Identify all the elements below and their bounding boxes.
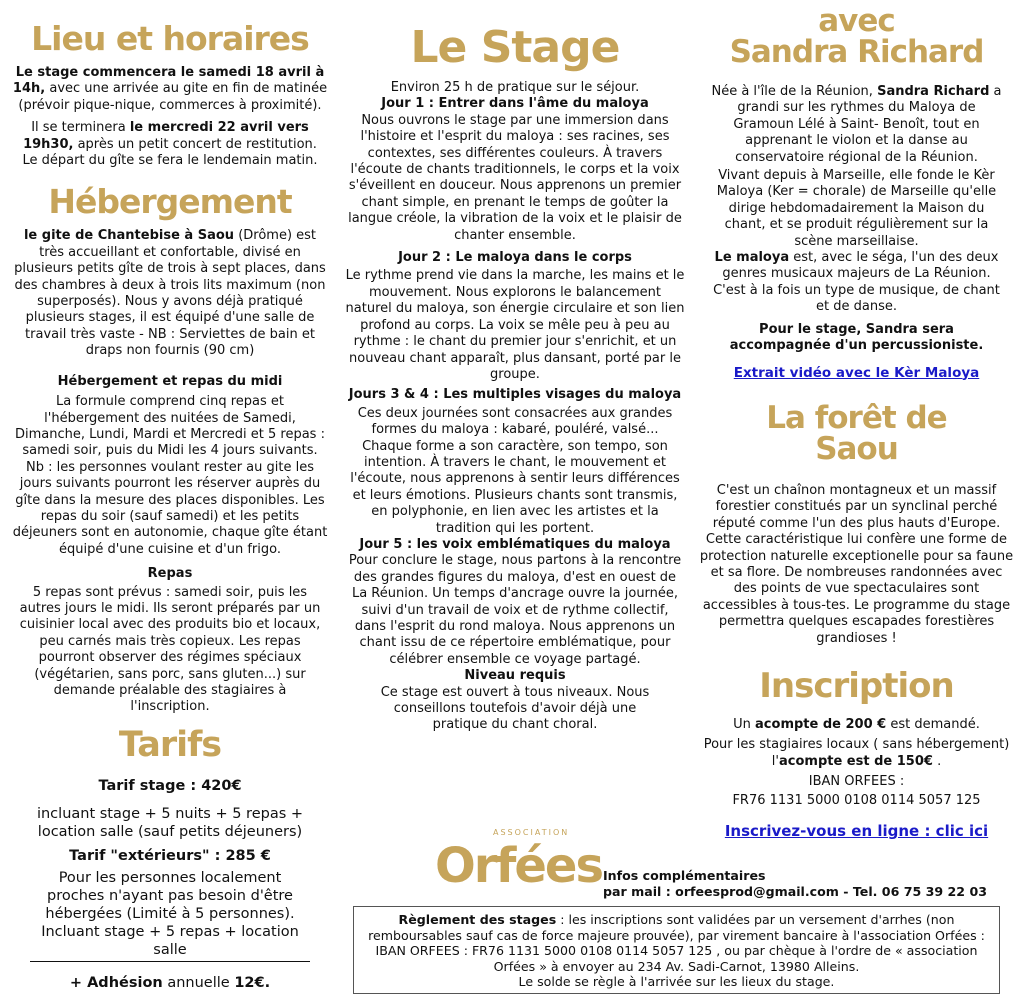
infos-line1: Infos complémentaires — [603, 868, 766, 883]
title-lieu: Lieu et horaires — [31, 19, 309, 58]
lieu-p3: Le départ du gîte se fera le lendemain matin. — [22, 153, 318, 169]
reglement-title: Règlement des stages — [398, 912, 557, 927]
jour2-text: Le rythme prend vie dans la marche, les mains et le mouvement. Nous explorons le balancement naturel du maloya, son énergie circulaire et son lien profond au corps. La voix se mêle peu à peu au rythme : le chant du premier jour s'enrichit, et un nouveau chant apparaît, plus dansant, porté par le groupe. — [345, 268, 685, 382]
jour5-title: Jour 5 : les voix emblématiques du maloya — [359, 536, 671, 552]
hebergement-sub1: Hébergement et repas du midi — [57, 373, 283, 389]
title-saou: Saou — [815, 430, 898, 467]
column-left — [0, 0, 340, 992]
infos-complementaires — [603, 868, 1003, 900]
jour1-title: Jour 1 : Entrer dans l'âme du maloya — [381, 96, 649, 112]
orfees-logo — [435, 828, 603, 902]
column-right — [693, 0, 1020, 839]
jour34-text: Ces deux journées sont consacrées aux grandes formes du maloya : kabaré, pouléré, valsé... Chaque forme a son caractère, son tempo, son intention. À travers le chant, le mouvement et l'écoute, nous apprenons à sentir leurs différences et leurs émotions. Plusieurs chants sont transmis, en polyphonie, en lien avec les artistes et la tradition qui les portent. — [350, 405, 680, 536]
tarif-stage-desc: incluant stage + 5 nuits + 5 repas + location salle (sauf petits déjeuners) — [36, 805, 304, 840]
iban: FR76 1131 5000 0108 0114 5057 125 — [732, 792, 981, 808]
reglement-line2: Le solde se règle à l'arrivée sur les lieux du stage. — [518, 974, 835, 990]
lieu-p2: Il se terminera le mercredi 22 avril vers 19h30, après un petit concert de restitution. — [23, 120, 317, 152]
reglement-text: : les inscriptions sont validées par un versement d'arrhes (non remboursables sauf cas de force majeure prouvée), par virement bancaire à l'association Orfées : IBAN ORFEES : FR76 1131 5000 0108 0114 5057 125 , ou par chèque à l'ordre de « association Orfées » à envoyer au 234 Av. Sadi-Carnot, 13980 Alleins. — [368, 912, 985, 974]
inscription-p1: Un acompte de 200 € est demandé. — [733, 716, 980, 732]
title-tarifs: Tarifs — [118, 724, 222, 765]
title-stage: Le Stage — [410, 22, 620, 73]
sandra-p4: Pour le stage, Sandra sera accompagnée d'un percussioniste. — [729, 321, 984, 354]
jour2-title: Jour 2 : Le maloya dans le corps — [398, 250, 632, 266]
lieu-p1: Le stage commencera le samedi 18 avril à 14h, avec une arrivée au gite en fin de matinée (prévoir pique-nique, commerces à proximité). — [12, 65, 328, 113]
jour34-title: Jours 3 & 4 : Les multiples visages du maloya — [348, 387, 682, 403]
tarif-exterieurs: Tarif "extérieurs" : 285 € — [69, 847, 271, 864]
niveau-text: Ce stage est ouvert à tous niveaux. Nous conseillons toutefois d'avoir déjà une pratique du chant choral. — [380, 684, 650, 733]
repas-sub: Repas — [147, 566, 193, 582]
adhesion: + Adhésion annuelle 12€. — [69, 974, 271, 991]
title-avec: avec — [818, 3, 895, 39]
reglement-box — [353, 906, 1000, 994]
sandra-p2: Vivant depuis à Marseille, elle fonde le Kèr Maloya (Ker = chorale) de Marseille qu'elle dirige hebdomadairement la Maison du chant, et se produit régulièrement sur la scène marseillaise. — [716, 168, 997, 249]
logo-name: Orfées — [435, 838, 603, 894]
infos-line2: par mail : orfeesprod@gmail.com - Tel. 06 75 39 22 03 — [603, 884, 987, 899]
tarif-exterieurs-desc: Pour les personnes localement proches n'ayant pas besoin d'être hébergées (Limité à 5 personnes). Incluant stage + 5 repas + location salle — [30, 869, 310, 962]
inscription-link[interactable]: Inscrivez-vous en ligne : clic ici — [724, 822, 989, 840]
niveau-title: Niveau requis — [464, 668, 566, 684]
iban-label: IBAN ORFEES : — [808, 774, 905, 790]
logo-association: ASSOCIATION — [493, 828, 570, 837]
title-hebergement: Hébergement — [48, 182, 292, 222]
inscription-p2: Pour les stagiaires locaux ( sans hébergement) l'acompte est de 150€ . — [703, 737, 1010, 769]
jour1-text: Nous ouvrons le stage par une immersion dans l'histoire et l'esprit du maloya : ses racines, ses contextes, ses différentes couleurs. À travers l'écoute de chants traditionnels, le corps et la voix s'éveillent en douceur. Nous apprenons un premier chant simple, en prenant le temps de goûter la langue créole, la vibration de la voix et le plaisir de chanter ensemble. — [348, 112, 682, 243]
sandra-p1: Née à l'île de la Réunion, Sandra Richard a grandi sur les rythmes du Maloya de Gramoun Lélé à Saint- Benoît, tout en apprenant le violon et la danse au conservatoire régional de la Réunion. — [711, 84, 1002, 165]
repas-p: 5 repas sont prévus : samedi soir, puis les autres jours le midi. Ils seront préparés par un cuisinier local avec des produits bio et locaux, peu carnés mais très copieux. Les repas pourront observer des régimes spéciaux (végétarien, sans porc, sans gluten...) sur demande préalable des stagiaires à l'inscription. — [19, 584, 321, 715]
video-link[interactable]: Extrait vidéo avec le Kèr Maloya — [733, 364, 980, 381]
hebergement-p1: le gite de Chantebise à Saou (Drôme) est très accueillant et confortable, divisé en plusieurs petits gîte de trois à sept places, dans des chambres à deux à trois lits maximum (non superposés). Nous y avons déjà pratiqué plusieurs stages, il est équipé d'une salle de travail très vaste - NB : Serviettes de bain et draps non fournis (90 cm) — [14, 228, 326, 359]
sandra-p3: Le maloya est, avec le séga, l'un des deux genres musicaux majeurs de La Réunion. C'est à la fois un type de musique, de chant et de danse. — [713, 250, 1000, 315]
stage-intro: Environ 25 h de pratique sur le séjour. — [390, 80, 640, 95]
tarif-stage: Tarif stage : 420€ — [98, 777, 242, 794]
title-foret: La forêt de — [766, 399, 947, 436]
title-inscription: Inscription — [759, 665, 954, 706]
jour5-text: Pour conclure le stage, nous partons à la rencontre des grandes figures du maloya, d'est en ouest de La Réunion. Un temps d'ancrage ouvre la journée, suivi d'un travail de voix et de rythme collectif, dans l'esprit du rond maloya. Nous apprenons un chant issu de ce répertoire emblématique, pour célébrer ensemble ce voyage partagé. — [348, 553, 682, 667]
title-sandra: Sandra Richard — [729, 34, 984, 70]
hebergement-p2: La formule comprend cinq repas et l'hébergement des nuitées de Samedi, Dimanche, Lundi, Mardi et Mercredi et 5 repas : samedi soir, puis du Midi les 4 jours suivants. Nb : les personnes voulant rester au gite les jours suivants pourront les réserver auprès du gîte dans la mesure des places disponibles. Les repas du soir (sauf samedi) et les petits déjeuners sont en autonomie, chaque gîte étant équipé d'une cuisine et d'un frigo. — [12, 394, 328, 557]
foret-text: C'est un chaînon montagneux et un massif forestier constitués par un synclinal perché réputé comme l'un des plus hauts d'Europe. Cette caractéristique lui confère une forme de protection naturelle exceptionelle pour sa faune et sa flore. De nombreuses randonnées avec des points de vue spectaculaires sont accessibles à tous-tes. Le programme du stage permettra quelques escapades forestières grandioses ! — [699, 482, 1014, 646]
column-middle — [335, 0, 695, 734]
